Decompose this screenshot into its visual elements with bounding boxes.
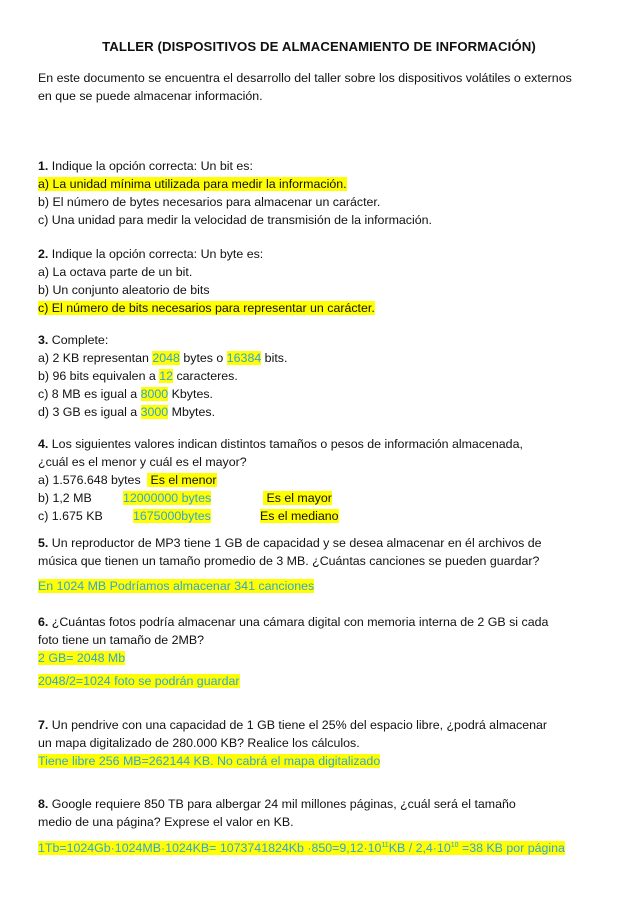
question-2-prompt: Indique la opción correcta: Un byte es:	[48, 247, 264, 261]
question-8	[38, 795, 608, 857]
question-4-item-b	[38, 489, 608, 507]
question-4-a-label: Es el menor	[147, 473, 217, 487]
question-7-prompt-1: Un pendrive con una capacidad de 1 GB tiene el 25% del espacio libre, ¿podrá almacenar	[48, 718, 548, 732]
question-2	[38, 245, 608, 317]
question-4-b-conversion: 12000000 bytes	[123, 491, 212, 505]
question-8-prompt-2: medio de una página? Exprese el valor en KB.	[38, 815, 294, 829]
question-4-prompt-1: Los siguientes valores indican distintos tamaños o pesos de información almacenada,	[48, 437, 523, 451]
question-6-number: 6.	[38, 615, 49, 629]
question-3-item-c	[38, 385, 608, 403]
question-3-b-text: b) 96 bits equivalen a	[38, 369, 160, 383]
question-7-number: 7.	[38, 718, 49, 732]
question-4	[38, 435, 608, 525]
question-7-answer: Tiene libre 256 MB=262144 KB. No cabrá el mapa digitalizado	[38, 754, 381, 768]
intro-line-2: en que se puede almacenar información.	[38, 89, 263, 103]
question-6-prompt-2: foto tiene un tamaño de 2MB?	[38, 633, 205, 647]
question-3-a-end: bits.	[261, 351, 288, 365]
question-3-number: 3.	[38, 333, 49, 347]
intro-line-1: En este documento se encuentra el desarrollo del taller sobre los dispositivos volátiles o externos	[38, 71, 572, 85]
question-7-prompt-2: un mapa digitalizado de 280.000 KB? Realice los cálculos.	[38, 736, 360, 750]
question-6-prompt-1: ¿Cuántas fotos podría almacenar una cámara digital con memoria interna de 2 GB si cada	[48, 615, 549, 629]
question-8-answer-exponent-2: 10	[450, 841, 459, 849]
question-3-prompt: Complete:	[48, 333, 109, 347]
question-1	[38, 157, 608, 229]
question-4-prompt-2: ¿cuál es el menor y cuál es el mayor?	[38, 455, 247, 469]
question-6	[38, 613, 608, 690]
question-5-number: 5.	[38, 536, 49, 550]
question-2-number: 2.	[38, 247, 49, 261]
question-3-a-text: a) 2 KB representan	[38, 351, 153, 365]
question-3-item-d	[38, 403, 608, 421]
question-8-answer-part-1: 1Tb=1024Gb·1024MB·1024KB= 1073741824Kb ·850=9,12·10	[38, 841, 382, 855]
question-4-item-c	[38, 507, 608, 525]
question-4-number: 4.	[38, 437, 49, 451]
question-3-c-text: c) 8 MB es igual a	[38, 387, 141, 401]
question-4-b-value: b) 1,2 MB	[38, 491, 92, 505]
question-3-item-a	[38, 349, 608, 367]
question-3-item-b	[38, 367, 608, 385]
question-5	[38, 534, 608, 595]
question-3-a-mid: bytes o	[179, 351, 227, 365]
intro-paragraph	[38, 69, 603, 105]
question-2-option-b: b) Un conjunto aleatorio de bits	[38, 283, 210, 297]
question-3-c-end: Kbytes.	[168, 387, 213, 401]
question-1-option-a: a) La unidad mínima utilizada para medir la información.	[38, 177, 347, 191]
question-6-answer-1: 2 GB= 2048 Mb	[38, 651, 126, 665]
question-8-number: 8.	[38, 797, 49, 811]
question-7	[38, 716, 608, 770]
question-3-c-answer: 8000	[140, 387, 169, 401]
question-3-b-end: caracteres.	[173, 369, 238, 383]
question-1-option-c: c) Una unidad para medir la velocidad de transmisión de la información.	[38, 213, 432, 227]
question-2-option-a: a) La octava parte de un bit.	[38, 265, 193, 279]
document-title: TALLER (DISPOSITIVOS DE ALMACENAMIENTO DE INFORMACIÓN)	[102, 39, 536, 54]
question-1-option-b: b) El número de bytes necesarios para almacenar un carácter.	[38, 195, 381, 209]
question-4-c-value: c) 1.675 KB	[38, 509, 103, 523]
question-8-answer-part-3: =38 KB por página	[458, 841, 565, 855]
question-1-prompt: Indique la opción correcta: Un bit es:	[48, 159, 253, 173]
question-5-answer: En 1024 MB Podríamos almacenar 341 canciones	[38, 579, 315, 593]
question-4-c-label: Es el mediano	[260, 509, 339, 523]
question-2-option-c: c) El número de bits necesarios para representar un carácter.	[38, 301, 375, 315]
question-4-b-label: Es el mayor	[263, 491, 332, 505]
question-1-number: 1.	[38, 159, 49, 173]
question-5-prompt-1: Un reproductor de MP3 tiene 1 GB de capacidad y se desea almacenar en él archivos de	[48, 536, 542, 550]
question-8-answer	[38, 841, 565, 855]
question-3-b-answer: 12	[159, 369, 174, 383]
question-3-d-end: Mbytes.	[168, 405, 216, 419]
question-4-a-value: a) 1.576.648 bytes	[38, 473, 141, 487]
question-3-a-answer-bits: 16384	[226, 351, 262, 365]
question-3	[38, 331, 608, 421]
question-3-d-text: d) 3 GB es igual a	[38, 405, 141, 419]
question-4-item-a	[38, 471, 608, 489]
question-8-answer-exponent-1: 11	[381, 841, 389, 849]
question-4-c-conversion: 1675000bytes	[133, 509, 211, 523]
question-8-prompt-1: Google requiere 850 TB para albergar 24 mil millones páginas, ¿cuál será el tamaño	[48, 797, 516, 811]
question-3-d-answer: 3000	[140, 405, 169, 419]
question-8-answer-part-2: KB / 2,4·10	[388, 841, 451, 855]
question-5-prompt-2: música que tienen un tamaño promedio de 3 MB. ¿Cuántas canciones se pueden guardar?	[38, 554, 540, 568]
question-3-a-answer-bytes: 2048	[152, 351, 180, 365]
question-6-answer-2: 2048/2=1024 foto se podrán guardar	[38, 674, 240, 688]
